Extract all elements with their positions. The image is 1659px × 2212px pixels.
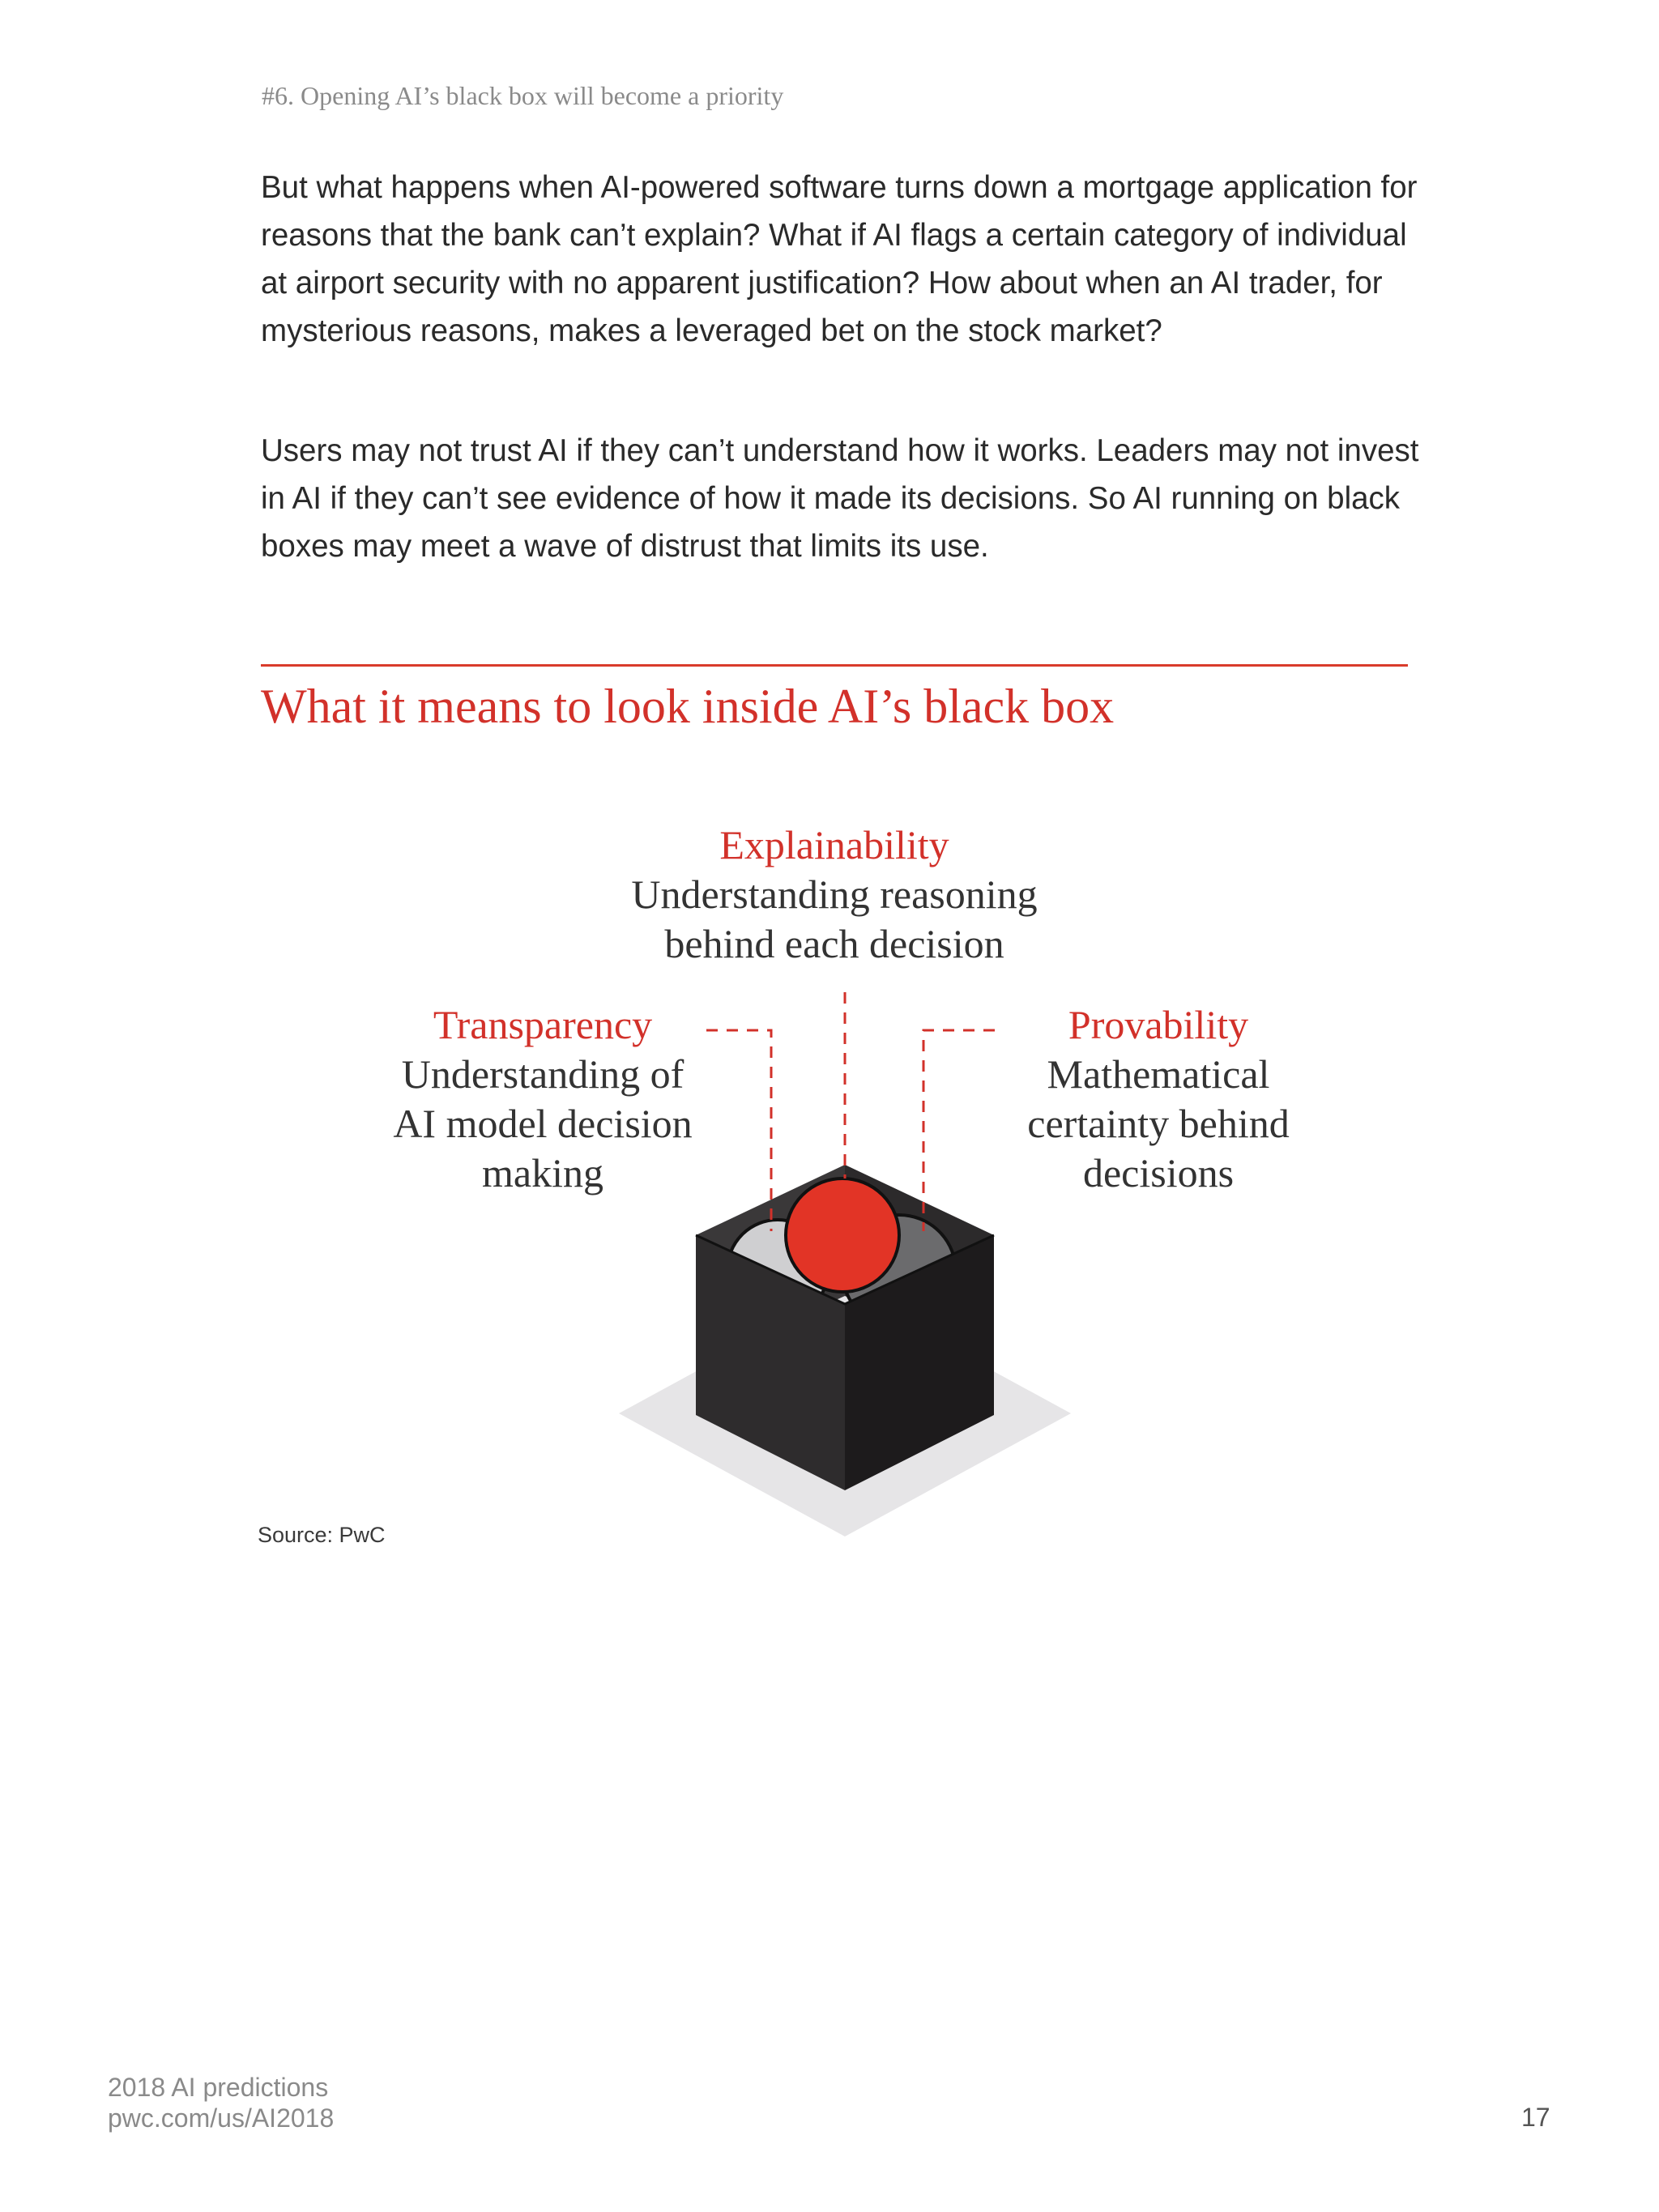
transparency-desc-line: Understanding of xyxy=(401,1051,684,1097)
figure-source: Source: PwC xyxy=(258,1523,386,1547)
footer-url-link[interactable]: pwc.com/us/AI2018 xyxy=(108,2103,335,2133)
explainability-label: Explainability xyxy=(719,822,949,867)
page-number: 17 xyxy=(1521,2103,1550,2132)
explainability-block xyxy=(551,820,1118,969)
transparency-desc-line: AI model decision xyxy=(393,1101,693,1146)
explainability-desc-line: Understanding reasoning xyxy=(631,872,1038,917)
transparency-block xyxy=(340,999,745,1198)
footer xyxy=(108,2072,334,2133)
provability-desc-line: decisions xyxy=(1082,1150,1235,1196)
body-paragraph-1: But what happens when AI-powered software turns down a mortgage application for reasons that the bank can’t explain? What if AI flags a certain category of individual at airport security with no apparent justification? How about when an AI trader, for mysterious reasons, makes a leveraged bet on the stock market? xyxy=(261,170,1418,348)
provability-desc-line: Mathematical xyxy=(1047,1051,1270,1097)
transparency-desc-line: making xyxy=(482,1150,603,1196)
figure-title: What it means to look inside AI’s black box xyxy=(261,680,1115,733)
red-ball xyxy=(786,1178,899,1292)
provability-desc-line: certainty behind xyxy=(1027,1101,1290,1146)
transparency-label: Transparency xyxy=(433,1002,653,1047)
provability-label: Provability xyxy=(1068,1002,1249,1047)
running-head: #6. Opening AI’s black box will become a priority xyxy=(262,81,784,110)
body-paragraph-2: Users may not trust AI if they can’t understand how it works. Leaders may not invest in AI if they can’t see evidence of how it made its decisions. So AI running on black boxes may meet a wave of distrust that limits its use. xyxy=(261,433,1419,564)
provability-block xyxy=(956,999,1361,1198)
explainability-desc-line: behind each decision xyxy=(664,921,1004,966)
footer-publication: 2018 AI predictions xyxy=(108,2073,329,2102)
